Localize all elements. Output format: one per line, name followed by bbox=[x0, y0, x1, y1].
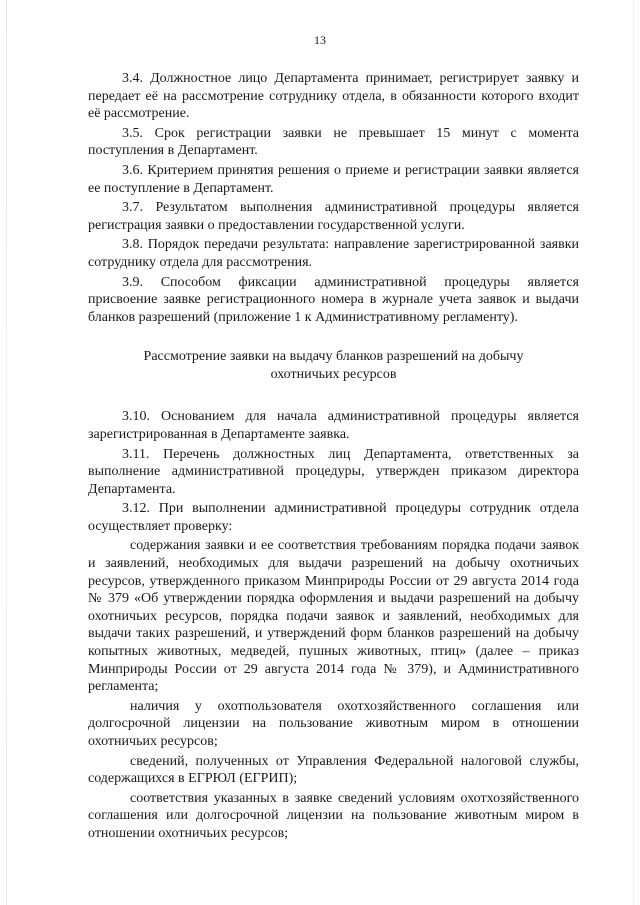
check-item-conditions-match: соответствия указанных в заявке сведений условиям охотхозяйственного соглашения или долгосрочной лицензии на пользование животным миром в отношении охотничьих ресурсов; bbox=[88, 790, 579, 841]
scan-edge-right bbox=[633, 0, 634, 905]
paragraph-3-10: 3.10. Основанием для начала административной процедуры является зарегистрированная в Департаменте заявка. bbox=[88, 409, 579, 442]
paragraph-3-5: 3.5. Срок регистрации заявки не превышает 15 минут с момента поступления в Департамент. bbox=[88, 125, 579, 159]
paragraph-3-4: 3.4. Должностное лицо Департамента принимает, регистрирует заявку и передает её на рассмотрение сотруднику отдела, в обязанности которого входит её рассмотрение. bbox=[88, 71, 579, 122]
paragraph-3-9: 3.9. Способом фиксации административной процедуры является присвоение заявке регистрационного номера в журнале учета заявок и выдачи бланков разрешений (приложение 1 к Административному регламенту). bbox=[88, 274, 579, 325]
section-heading-line2: охотничьих ресурсов bbox=[270, 367, 397, 383]
section-heading bbox=[88, 348, 579, 384]
paragraph-3-12: 3.12. При выполнении административной процедуры сотрудник отдела осуществляет проверку: bbox=[88, 501, 579, 534]
scan-edge-left bbox=[6, 0, 7, 905]
check-item-hunting-agreement: наличия у охотпользователя охотхозяйственного соглашения или долгосрочной лицензии на пользование животным миром в отношении охотничьих ресурсов; bbox=[88, 698, 579, 749]
paragraph-3-8: 3.8. Порядок передачи результата: направление зарегистрированной заявки сотруднику отдела для рассмотрения. bbox=[88, 237, 579, 270]
section-heading-line1: Рассмотрение заявки на выдачу бланков разрешений на добычу bbox=[143, 349, 524, 365]
check-item-application-content: содержания заявки и ее соответствия требованиям порядка подачи заявок и заявлений, необходимых для выдачи разрешений на добычу охотничьих ресурсов, утвержденного приказом Минприроды России от 29 августа 2014 года № 379 «Об утверждении порядка оформления и выдачи разрешений на добычу охотничьих ресурсов, порядка подачи заявок и заявлений, необходимых для выдачи таких разрешений, и утверждений форм бланков разрешений на добычу копытных животных, медведей, пушных животных, птиц» (далее – приказ Минприроды России от 29 августа 2014 года № 379), и Административного регламента; bbox=[88, 538, 579, 695]
page-number: 13 bbox=[314, 33, 326, 47]
paragraph-3-11: 3.11. Перечень должностных лиц Департамента, ответственных за выполнение административной процедуры, утвержден приказом директора Департамента. bbox=[88, 446, 579, 497]
check-item-tax-service-data: сведений, полученных от Управления Федеральной налоговой службы, содержащихся в ЕГРЮЛ (ЕГРИП); bbox=[88, 753, 579, 787]
paragraph-3-7: 3.7. Результатом выполнения административной процедуры является регистрация заявки о предоставлении государственной услуги. bbox=[88, 200, 579, 233]
paragraph-3-6: 3.6. Критерием принятия решения о приеме и регистрации заявки является ее поступление в Департамент. bbox=[88, 162, 579, 196]
document-body bbox=[88, 70, 579, 845]
